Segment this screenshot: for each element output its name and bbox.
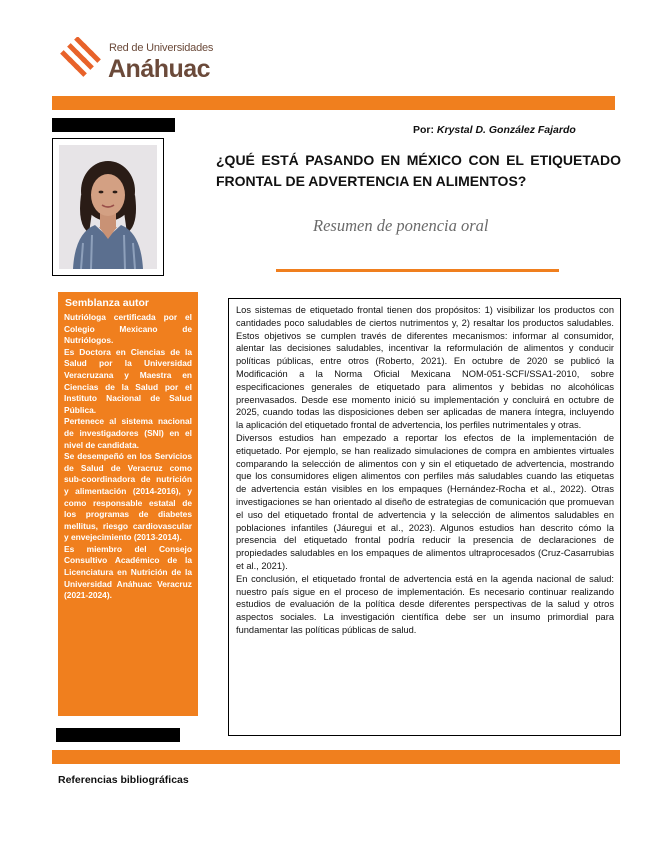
references-heading: Referencias bibliográficas [58, 774, 189, 786]
author-photo [59, 145, 157, 269]
logo-subtitle: Red de Universidades [109, 42, 214, 54]
top-accent-bar [52, 96, 615, 110]
bio-paragraph: Es miembro del Consejo Consultivo Académico de la Licenciatura en Nutrición de la Universidad Anáhuac Veracruz (2021-2024). [64, 543, 192, 601]
body-paragraph: Diversos estudios han empezado a reportar los efectos de la implementación de etiquetado. Por ejemplo, se han realizado simulaciones de compra en ambientes virtuales comparando la selección de alimentos con y sin el etiquetado de advertencia, mostrando que los consumidores eligen alimentos con perfiles más saludables cuando las etiquetas de advertencia están visibles en los empaques (Hernández-Rocha et al., 2022). Otras investigaciones se han orientado al diseño de estrategias de comunicación que promuevan el uso del etiquetado frontal de advertencia y la selección de alimentos saludables en poblaciones infantiles (Jáuregui et al., 2023). Algunos estudios han descrito cómo la presencia del etiquetado frontal podría reducir la presencia de declaraciones de propiedades saludables en los empaques de alimentos ultraprocesados (Cruz-Casarrubias et al., 2021). [236, 432, 614, 571]
redaction-box [56, 728, 180, 742]
article-body-box [228, 298, 621, 736]
author-bio-panel [58, 292, 198, 716]
bio-paragraph: Nutrióloga certificada por el Colegio Mexicano de Nutriólogos. [64, 312, 192, 346]
author-prefix: Por: [413, 124, 437, 136]
author-photo-frame [52, 138, 164, 276]
bottom-accent-bar [52, 750, 620, 764]
author-line [413, 124, 576, 136]
redaction-box [52, 118, 175, 132]
logo-name: Anáhuac [108, 55, 211, 83]
author-name: Krystal D. González Fajardo [436, 124, 576, 136]
author-portrait-image [59, 145, 157, 269]
anahuac-logo [57, 35, 214, 83]
bio-text [64, 312, 192, 602]
article-title: ¿QUÉ ESTÁ PASANDO EN MÉXICO CON EL ETIQUETADO FRONTAL DE ADVERTENCIA EN ALIMENTOS? [216, 152, 621, 189]
bio-paragraph: Es Doctora en Ciencias de la Salud por la Universidad Veracruzana y Maestra en Ciencias de la Salud por el Instituto Nacional de Salud Pública. [64, 346, 192, 415]
article-body [236, 304, 614, 637]
body-paragraph: Los sistemas de etiquetado frontal tienen dos propósitos: 1) visibilizar los productos con cantidades poco saludables de ciertos nutrimentos y, 2) resaltar los productos saludables. Estos objetivos se cumplen través de diferentes mecanismos: informar al consumidor, alentar las decisiones saludables, incentivar la reformulación de alimentos y conducir políticas públicas, entre otros (Roberto, 2021). En octubre de 2020 se publicó la Modificación a la Norma Oficial Mexicana NOM-051-SCFI/SSA1-2010, sobre especificaciones generales de etiquetado para alimentos y bebidas no alcohólicas preenvasados. Desde ese momento inició su implementación y concluirá en octubre de 2025, cuando todas las disposiciones deben ser aplicadas de manera íntegra, incluyendo la aplicación del etiquetado frontal de advertencia, los perfiles nutrimentales y otras. [236, 305, 614, 431]
body-paragraph: En conclusión, el etiquetado frontal de advertencia está en la agenda nacional de salud: nuestro país sigue en el proceso de implementación. Es necesario continuar realizando estudios de evaluación de la política desde diferentes perspectivas de la salud y otros aspectos sociales. La investigación científica debe ser un insumo primordial para fundamentar las políticas públicas de salud. [236, 573, 614, 635]
bio-heading: Semblanza autor [65, 297, 150, 309]
bio-paragraph: Se desempeñó en los Servicios de Salud de Veracruz como sub-coordinadora de nutrición y alimentación (2014-2016), y como responsable estatal de los programas de diabetes mellitus, riesgo cardiovascular y envejecimiento (2013-2014). [64, 451, 192, 543]
title-divider [276, 269, 559, 272]
bio-paragraph: Pertenece al sistema nacional de investigadores (SNI) en el nivel de candidata. [64, 416, 192, 450]
anahuac-logo-icon [57, 37, 105, 83]
article-subtitle: Resumen de ponencia oral [313, 216, 489, 235]
